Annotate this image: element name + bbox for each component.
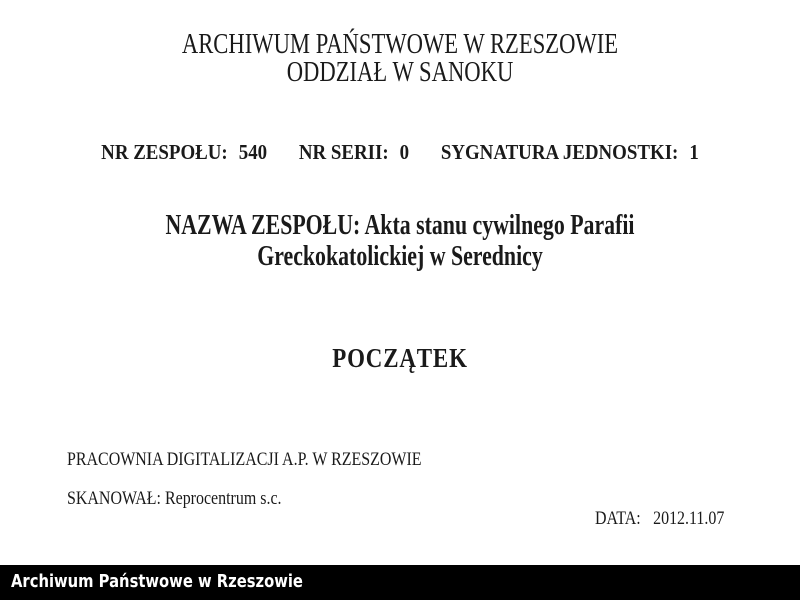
archive-branch-line: ODDZIAŁ W SANOKU (286, 56, 514, 88)
unit-signature-value: 1 (689, 140, 699, 164)
section-marker-poczatek: POCZĄTEK (332, 343, 468, 373)
collection-title-line1: NAZWA ZESPOŁU: Akta stanu cywilnego Parafii (165, 210, 635, 241)
archive-header (88, 30, 712, 86)
collection-title (88, 210, 712, 272)
series-number-label: NR SERII: (298, 140, 389, 164)
scan-date-value: 2012.11.07 (653, 508, 725, 529)
reference-numbers-line (40, 140, 760, 164)
footer-archive-name: Archiwum Państwowe w Rzeszowie (11, 571, 303, 592)
scanned-by-line: SKANOWAŁ: Reprocentrum s.c. (67, 488, 282, 509)
fond-number-label: NR ZESPOŁU: (101, 140, 228, 164)
series-number-value: 0 (399, 140, 410, 164)
fond-number (101, 140, 272, 164)
archive-name-line: ARCHIWUM PAŃSTWOWE W RZESZOWIE (181, 28, 619, 60)
scan-date-label: DATA: (595, 508, 641, 529)
fond-number-value: 540 (238, 140, 268, 164)
collection-title-line2: Greckokatolickiej w Serednicy (257, 241, 543, 272)
series-number (299, 140, 414, 164)
unit-signature-label: SYGNATURA JEDNOSTKI: (440, 140, 679, 164)
scan-date-line (595, 508, 724, 530)
digitization-lab-line: PRACOWNIA DIGITALIZACJI A.P. W RZESZOWIE (67, 449, 422, 470)
footer-caption-bar (0, 565, 800, 600)
unit-signature (441, 140, 699, 164)
